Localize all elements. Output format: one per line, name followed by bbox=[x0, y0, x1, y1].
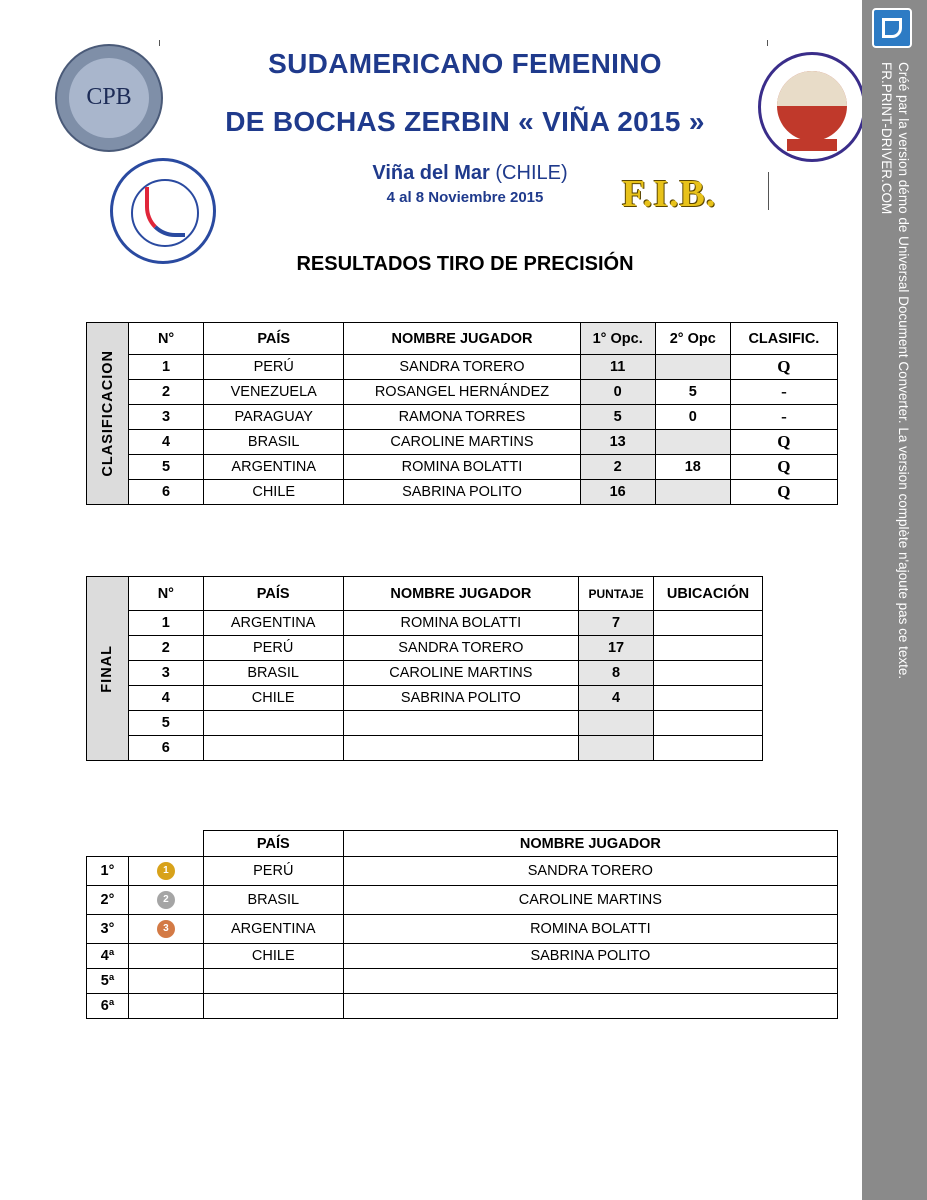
podium-table bbox=[86, 830, 838, 1019]
table-row bbox=[87, 380, 838, 405]
final-table bbox=[86, 576, 763, 761]
table-row bbox=[87, 944, 838, 969]
cell-nombre: ROMINA BOLATTI bbox=[344, 455, 580, 480]
header-pais: PAÍS bbox=[203, 831, 343, 857]
blank-cell bbox=[87, 831, 129, 857]
clasificacion-side-label: CLASIFICACION bbox=[87, 323, 129, 505]
cell-n: 2 bbox=[128, 636, 203, 661]
final-side-label: FINAL bbox=[87, 577, 129, 761]
cell-n: 4 bbox=[128, 686, 203, 711]
cell-pais: PARAGUAY bbox=[204, 405, 344, 430]
cell-puntaje bbox=[579, 736, 654, 761]
cell-nombre: ROSANGEL HERNÁNDEZ bbox=[344, 380, 580, 405]
cell-opc2 bbox=[655, 355, 730, 380]
rank-cell: 1° bbox=[87, 857, 129, 886]
cell-nombre: SANDRA TORERO bbox=[344, 355, 580, 380]
campeonato-logo bbox=[758, 52, 866, 162]
header-n: N° bbox=[128, 577, 203, 611]
print-driver-logo-icon[interactable] bbox=[872, 8, 912, 48]
cell-puntaje: 4 bbox=[579, 686, 654, 711]
table-row bbox=[87, 686, 763, 711]
cell-ubicacion bbox=[654, 736, 763, 761]
cell-opc1: 5 bbox=[580, 405, 655, 430]
watermark-text bbox=[878, 62, 912, 679]
medal-cell bbox=[128, 969, 203, 994]
gold-medal-icon: 1 bbox=[157, 862, 175, 880]
cell-pais: PERÚ bbox=[203, 857, 343, 886]
cell-nombre: CAROLINE MARTINS bbox=[343, 886, 837, 915]
cell-pais: BRASIL bbox=[203, 886, 343, 915]
cell-ubicacion bbox=[654, 686, 763, 711]
cell-nombre bbox=[343, 969, 837, 994]
cell-opc1: 11 bbox=[580, 355, 655, 380]
cpb-logo-text: CPB bbox=[86, 84, 132, 110]
rank-cell: 4ª bbox=[87, 944, 129, 969]
table-row bbox=[87, 405, 838, 430]
cell-puntaje: 17 bbox=[579, 636, 654, 661]
cell-n: 4 bbox=[129, 430, 204, 455]
cell-opc2: 0 bbox=[655, 405, 730, 430]
cell-ubicacion bbox=[654, 661, 763, 686]
table-row bbox=[87, 886, 838, 915]
cell-pais: CHILE bbox=[203, 686, 343, 711]
cell-nombre: RAMONA TORRES bbox=[344, 405, 580, 430]
cell-pais: PERÚ bbox=[204, 355, 344, 380]
cell-n: 3 bbox=[129, 405, 204, 430]
cell-clasif: Q bbox=[730, 430, 837, 455]
header-clasif: CLASIFIC. bbox=[730, 323, 837, 355]
table-row bbox=[87, 636, 763, 661]
medal-cell bbox=[128, 857, 203, 886]
header-nombre: NOMBRE JUGADOR bbox=[343, 577, 579, 611]
header-opc2: 2° Opc bbox=[655, 323, 730, 355]
cell-n: 5 bbox=[128, 711, 203, 736]
cell-opc1: 16 bbox=[580, 480, 655, 505]
cell-clasif: Q bbox=[730, 355, 837, 380]
cell-nombre: ROMINA BOLATTI bbox=[343, 915, 837, 944]
cell-nombre: SABRINA POLITO bbox=[343, 686, 579, 711]
cell-n: 6 bbox=[129, 480, 204, 505]
rank-cell: 2° bbox=[87, 886, 129, 915]
bronze-medal-icon: 3 bbox=[157, 920, 175, 938]
header-n: N° bbox=[129, 323, 204, 355]
cell-opc2 bbox=[655, 430, 730, 455]
table-row bbox=[87, 994, 838, 1019]
cell-pais bbox=[203, 736, 343, 761]
cell-opc2: 5 bbox=[655, 380, 730, 405]
country: (CHILE) bbox=[495, 162, 568, 184]
cell-clasif: Q bbox=[730, 455, 837, 480]
table-row bbox=[87, 969, 838, 994]
cell-pais bbox=[203, 969, 343, 994]
rank-cell: 5ª bbox=[87, 969, 129, 994]
watermark-line-1: Créé par la version démo de Universal Document Converter. La version complète n'ajoute pas ce texte. bbox=[896, 62, 911, 680]
watermark-line-2: FR.PRINT-DRIVER.COM bbox=[879, 62, 894, 215]
cell-pais: BRASIL bbox=[203, 661, 343, 686]
table-row bbox=[87, 455, 838, 480]
medal-cell bbox=[128, 994, 203, 1019]
cell-nombre bbox=[343, 711, 579, 736]
table-row bbox=[87, 857, 838, 886]
medal-cell bbox=[128, 886, 203, 915]
cell-clasif: - bbox=[730, 380, 837, 405]
cell-n: 5 bbox=[129, 455, 204, 480]
header-nombre: NOMBRE JUGADOR bbox=[343, 831, 837, 857]
cell-pais: PERÚ bbox=[203, 636, 343, 661]
cell-pais: VENEZUELA bbox=[204, 380, 344, 405]
table-row bbox=[87, 355, 838, 380]
header-ubicacion: UBICACIÓN bbox=[654, 577, 763, 611]
cell-nombre: SABRINA POLITO bbox=[344, 480, 580, 505]
cell-nombre: CAROLINE MARTINS bbox=[344, 430, 580, 455]
header-puntaje: PUNTAJE bbox=[579, 577, 654, 611]
event-location bbox=[330, 162, 610, 185]
cell-n: 2 bbox=[129, 380, 204, 405]
table-row bbox=[87, 661, 763, 686]
divider-line bbox=[768, 172, 769, 210]
cell-pais: ARGENTINA bbox=[204, 455, 344, 480]
cell-opc1: 2 bbox=[580, 455, 655, 480]
cell-pais: BRASIL bbox=[204, 430, 344, 455]
event-dates: 4 al 8 Noviembre 2015 bbox=[386, 189, 544, 206]
cell-n: 1 bbox=[129, 355, 204, 380]
fib-logo: F.I.B. bbox=[622, 173, 717, 215]
header-nombre: NOMBRE JUGADOR bbox=[344, 323, 580, 355]
crop-mark bbox=[767, 40, 768, 46]
title-line-1: SUDAMERICANO FEMENINO bbox=[268, 48, 662, 79]
cell-ubicacion bbox=[654, 636, 763, 661]
cell-n: 1 bbox=[128, 611, 203, 636]
cell-opc2: 18 bbox=[655, 455, 730, 480]
cell-clasif: - bbox=[730, 405, 837, 430]
cell-nombre: CAROLINE MARTINS bbox=[343, 661, 579, 686]
header-pais: PAÍS bbox=[204, 323, 344, 355]
title-line-2: DE BOCHAS ZERBIN « VIÑA 2015 » bbox=[225, 106, 705, 137]
clasificacion-table bbox=[86, 322, 838, 505]
header-pais: PAÍS bbox=[203, 577, 343, 611]
cell-nombre: SANDRA TORERO bbox=[343, 636, 579, 661]
cell-n: 6 bbox=[128, 736, 203, 761]
cell-clasif: Q bbox=[730, 480, 837, 505]
header-opc1: 1° Opc. bbox=[580, 323, 655, 355]
table-row bbox=[87, 736, 763, 761]
cell-nombre: SANDRA TORERO bbox=[343, 857, 837, 886]
cell-opc2 bbox=[655, 480, 730, 505]
section-title: RESULTADOS TIRO DE PRECISIÓN bbox=[296, 253, 634, 275]
cell-ubicacion bbox=[654, 711, 763, 736]
cell-nombre: ROMINA BOLATTI bbox=[343, 611, 579, 636]
medal-cell bbox=[128, 944, 203, 969]
rank-cell: 6ª bbox=[87, 994, 129, 1019]
table-row bbox=[87, 480, 838, 505]
cell-nombre bbox=[343, 994, 837, 1019]
cell-opc1: 13 bbox=[580, 430, 655, 455]
cell-nombre bbox=[343, 736, 579, 761]
cell-ubicacion bbox=[654, 611, 763, 636]
cell-puntaje bbox=[579, 711, 654, 736]
cpb-logo bbox=[55, 44, 163, 152]
blank-cell bbox=[128, 831, 203, 857]
cell-nombre: SABRINA POLITO bbox=[343, 944, 837, 969]
rank-cell: 3° bbox=[87, 915, 129, 944]
table-row bbox=[87, 711, 763, 736]
table-row bbox=[87, 430, 838, 455]
silver-medal-icon: 2 bbox=[157, 891, 175, 909]
medal-cell bbox=[128, 915, 203, 944]
cell-pais: ARGENTINA bbox=[203, 611, 343, 636]
cell-puntaje: 7 bbox=[579, 611, 654, 636]
cell-pais: CHILE bbox=[203, 944, 343, 969]
cell-n: 3 bbox=[128, 661, 203, 686]
cell-puntaje: 8 bbox=[579, 661, 654, 686]
cell-pais: ARGENTINA bbox=[203, 915, 343, 944]
city: Viña del Mar bbox=[372, 162, 490, 184]
cell-opc1: 0 bbox=[580, 380, 655, 405]
federacion-chilena-logo bbox=[110, 158, 216, 264]
cell-pais: CHILE bbox=[204, 480, 344, 505]
crop-mark bbox=[159, 40, 160, 46]
cell-pais bbox=[203, 994, 343, 1019]
table-row bbox=[87, 915, 838, 944]
table-row bbox=[87, 611, 763, 636]
cell-pais bbox=[203, 711, 343, 736]
